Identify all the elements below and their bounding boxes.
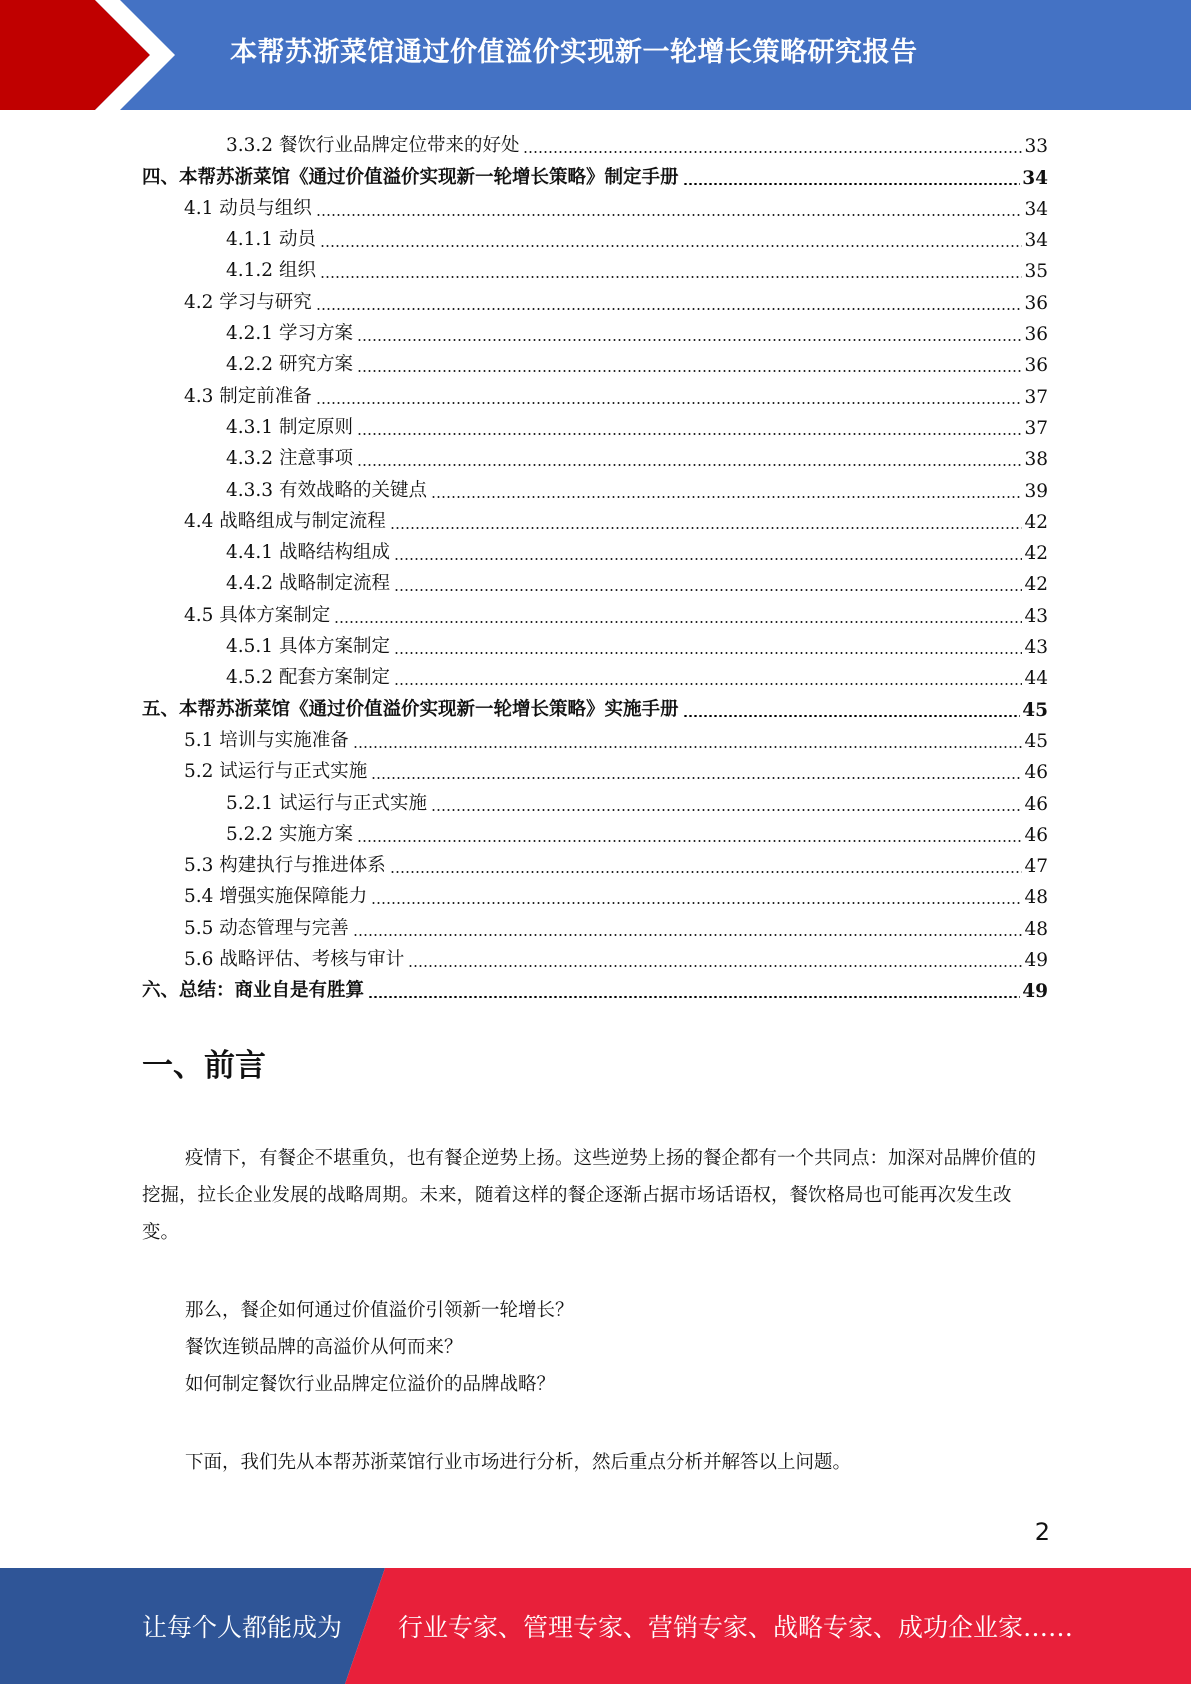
toc-leader-dots: [390, 871, 1023, 873]
toc-entry-label: 4.4.1 战略结构组成: [226, 542, 390, 564]
toc-leader-dots: [316, 308, 1023, 310]
header-title: 本帮苏浙菜馆通过价值溢价实现新一轮增长策略研究报告: [230, 37, 918, 68]
toc-entry[interactable]: [142, 378, 1048, 409]
toc-leader-dots: [371, 777, 1022, 779]
toc-entry[interactable]: [142, 504, 1048, 535]
toc-leader-dots: [523, 151, 1022, 153]
toc-leader-dots: [357, 464, 1023, 466]
toc-entry-page: 35: [1024, 261, 1048, 283]
toc-entry-label: 4.2.2 研究方案: [226, 354, 353, 376]
toc-entry-page: 36: [1024, 292, 1048, 314]
toc-leader-dots: [408, 965, 1022, 967]
toc-entry-label: 4.4.2 战略制定流程: [226, 573, 390, 595]
toc-entry-page: 36: [1024, 324, 1048, 346]
toc-entry-label: 4.3.2 注意事项: [226, 448, 353, 470]
toc-leader-dots: [431, 809, 1022, 811]
toc-leader-dots: [353, 934, 1023, 936]
toc-entry-label: 5.4 增强实施保障能力: [184, 886, 368, 908]
toc-entry-label: 5.5 动态管理与完善: [184, 917, 349, 939]
toc-entry[interactable]: [142, 629, 1048, 660]
toc-entry[interactable]: [142, 785, 1048, 816]
toc-entry[interactable]: [142, 316, 1048, 347]
toc-entry-page: 46: [1024, 824, 1048, 846]
toc-entry-page: 49: [1022, 981, 1048, 1003]
toc-entry-page: 36: [1024, 355, 1048, 377]
toc-entry[interactable]: [142, 566, 1048, 597]
question-item: 如何制定餐饮行业品牌定位溢价的品牌战略？: [185, 1374, 556, 1395]
toc-entry[interactable]: [142, 942, 1048, 973]
toc-entry-page: 42: [1024, 543, 1048, 565]
toc-entry[interactable]: [142, 535, 1048, 566]
toc-leader-dots: [357, 339, 1023, 341]
toc-entry-label: 3.3.2 餐饮行业品牌定位带来的好处: [226, 135, 520, 157]
closing-paragraph: 下面，我们先从本帮苏浙菜馆行业市场进行分析，然后重点分析并解答以上问题。: [185, 1452, 852, 1473]
toc-entry-label: 4.5.1 具体方案制定: [226, 636, 390, 658]
toc-entry-label: 4.4 战略组成与制定流程: [184, 510, 386, 532]
toc-entry-label: 5.2 试运行与正式实施: [184, 761, 368, 783]
toc-entry[interactable]: [142, 347, 1048, 378]
page-number: 2: [1034, 1518, 1050, 1546]
toc-entry-page: 43: [1024, 605, 1048, 627]
toc-leader-dots: [683, 183, 1021, 185]
toc-entry-label: 5.2.2 实施方案: [226, 823, 353, 845]
toc-entry-page: 37: [1024, 386, 1048, 408]
toc-entry-label: 4.2.1 学习方案: [226, 323, 353, 345]
toc-entry[interactable]: [142, 253, 1048, 284]
toc-entry-page: 42: [1024, 574, 1048, 596]
toc-entry-page: 34: [1024, 198, 1048, 220]
toc-entry-page: 34: [1024, 230, 1048, 252]
toc-entry-label: 四、本帮苏浙菜馆《通过价值溢价实现新一轮增长策略》制定手册: [142, 166, 679, 188]
toc-entry[interactable]: [142, 723, 1048, 754]
toc-leader-dots: [357, 370, 1023, 372]
toc-entry-label: 六、总结：商业自是有胜算: [142, 980, 365, 1002]
toc-leader-dots: [357, 840, 1023, 842]
toc-leader-dots: [357, 433, 1023, 435]
toc-entry-page: 43: [1024, 637, 1048, 659]
toc-entry-page: 37: [1024, 417, 1048, 439]
toc-entry-label: 4.5 具体方案制定: [184, 604, 331, 626]
toc-leader-dots: [431, 496, 1022, 498]
toc-entry[interactable]: [142, 879, 1048, 910]
page-header: [0, 0, 1191, 110]
toc-leader-dots: [368, 996, 1020, 998]
toc-entry[interactable]: [142, 973, 1048, 1004]
toc-entry-page: 42: [1024, 511, 1048, 533]
toc-leader-dots: [353, 746, 1023, 748]
toc-entry[interactable]: [142, 754, 1048, 785]
toc-entry-page: 39: [1024, 480, 1048, 502]
toc-entry-page: 44: [1024, 668, 1048, 690]
toc-leader-dots: [390, 527, 1023, 529]
toc-entry-page: 38: [1024, 449, 1048, 471]
toc-leader-dots: [394, 683, 1022, 685]
toc-entry[interactable]: [142, 910, 1048, 941]
toc-leader-dots: [316, 214, 1023, 216]
toc-entry[interactable]: [142, 222, 1048, 253]
toc-entry-page: 47: [1024, 856, 1048, 878]
toc-entry-page: 48: [1024, 918, 1048, 940]
toc-entry-label: 5.2.1 试运行与正式实施: [226, 792, 427, 814]
toc-entry-label: 五、本帮苏浙菜馆《通过价值溢价实现新一轮增长策略》实施手册: [142, 698, 679, 720]
toc-entry-page: 45: [1022, 699, 1048, 721]
toc-entry[interactable]: [142, 597, 1048, 628]
toc-entry-label: 4.3.3 有效战略的关键点: [226, 479, 427, 501]
toc-entry-label: 4.5.2 配套方案制定: [226, 667, 390, 689]
toc-entry[interactable]: [142, 441, 1048, 472]
toc-leader-dots: [316, 402, 1023, 404]
toc-leader-dots: [394, 652, 1022, 654]
toc-entry-label: 5.6 战略评估、考核与审计: [184, 949, 405, 971]
footer-slogan-right: 行业专家、管理专家、营销专家、战略专家、成功企业家……: [398, 1613, 1074, 1642]
question-item: 餐饮连锁品牌的高溢价从何而来？: [185, 1337, 463, 1358]
question-list: [185, 1292, 574, 1403]
toc-entry[interactable]: [142, 410, 1048, 441]
toc-leader-dots: [320, 245, 1023, 247]
toc-leader-dots: [394, 558, 1022, 560]
section-heading: 一、前言: [142, 1048, 266, 1084]
toc-leader-dots: [683, 715, 1021, 717]
toc-entry[interactable]: [142, 660, 1048, 691]
question-item: 那么，餐企如何通过价值溢价引领新一轮增长？: [185, 1300, 574, 1321]
toc-entry-page: 46: [1024, 793, 1048, 815]
toc-entry[interactable]: [142, 691, 1048, 722]
toc-leader-dots: [320, 276, 1023, 278]
toc-entry-label: 4.1 动员与组织: [184, 197, 312, 219]
toc-entry-label: 4.1.1 动员: [226, 229, 316, 251]
toc-entry-page: 33: [1024, 136, 1048, 158]
toc-entry-page: 34: [1022, 167, 1048, 189]
toc-entry-label: 5.3 构建执行与推进体系: [184, 855, 386, 877]
toc-entry[interactable]: [142, 159, 1048, 190]
toc-leader-dots: [371, 902, 1022, 904]
toc-entry[interactable]: [142, 848, 1048, 879]
toc-entry[interactable]: [142, 472, 1048, 503]
table-of-contents: [142, 128, 1048, 1004]
intro-paragraph: 疫情下，有餐企不堪重负，也有餐企逆势上扬。这些逆势上扬的餐企都有一个共同点：加深对品牌价值的挖掘，拉长企业发展的战略周期。未来，随着这样的餐企逐渐占据市场话语权，餐饮格局也可能再次发生改变。: [142, 1148, 1037, 1243]
toc-entry[interactable]: [142, 284, 1048, 315]
toc-entry-page: 48: [1024, 887, 1048, 909]
toc-entry-label: 4.1.2 组织: [226, 260, 316, 282]
toc-entry[interactable]: [142, 128, 1048, 159]
toc-leader-dots: [394, 589, 1022, 591]
toc-entry[interactable]: [142, 817, 1048, 848]
footer-slogan-left: 让每个人都能成为: [142, 1613, 343, 1642]
toc-entry-page: 46: [1024, 762, 1048, 784]
toc-entry-label: 4.3 制定前准备: [184, 385, 312, 407]
toc-entry-page: 45: [1024, 730, 1048, 752]
toc-entry-label: 4.2 学习与研究: [184, 291, 312, 313]
toc-leader-dots: [334, 621, 1022, 623]
toc-entry-label: 5.1 培训与实施准备: [184, 729, 349, 751]
toc-entry-label: 4.3.1 制定原则: [226, 416, 353, 438]
toc-entry[interactable]: [142, 191, 1048, 222]
page-footer: [0, 1568, 1191, 1684]
toc-entry-page: 49: [1024, 950, 1048, 972]
